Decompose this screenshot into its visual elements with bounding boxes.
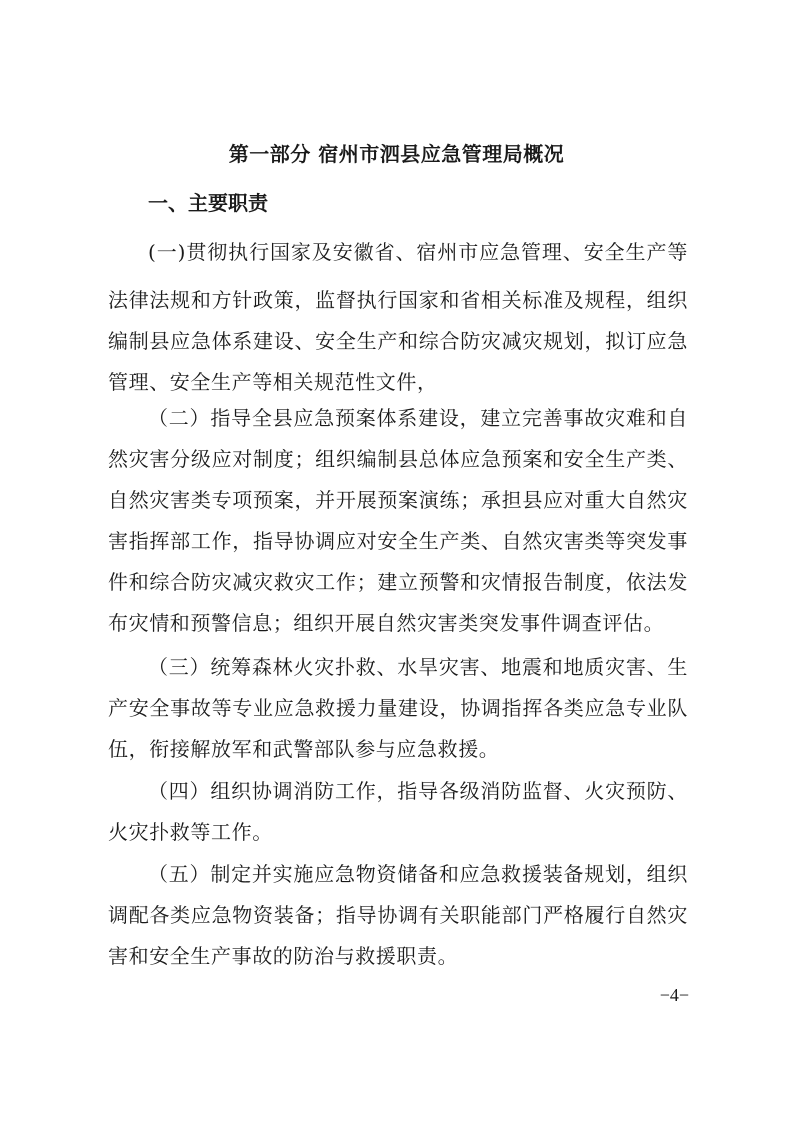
paragraph-line: （五）制定并实施应急物资储备和应急救援装备规划，组织 [148, 862, 688, 886]
page-title: 第一部分 宿州市泗县应急管理局概况 [228, 142, 565, 166]
paragraph-line: （二）指导全县应急预案体系建设，建立完善事故灾难和自 [148, 406, 688, 430]
paragraph-line: 件和综合防灾减灾救灾工作；建立预警和灾情报告制度，依法发 [108, 570, 688, 594]
paragraph-duty-4 [108, 771, 688, 853]
page-number: −4− [659, 985, 689, 1005]
paragraph-line: 布灾情和预警信息；组织开展自然灾害类突发事件调查评估。 [108, 611, 665, 635]
paragraph-line: 编制县应急体系建设、安全生产和综合防灾减灾规划，拟订应急 [108, 329, 688, 353]
paragraph-line: 害和安全生产事故的防治与救援职责。 [108, 944, 459, 968]
paragraph-line: (一)贯彻执行国家及安徽省、宿州市应急管理、安全生产等 [148, 240, 688, 264]
paragraph-duty-2 [108, 398, 688, 644]
paragraph-duty-5 [108, 854, 688, 977]
paragraph-line: 法律法规和方针政策，监督执行国家和省相关标准及规程，组织 [108, 288, 688, 312]
paragraph-line: 调配各类应急物资装备；指导协调有关职能部门严格履行自然灾 [108, 903, 688, 927]
paragraph-line: 管理、安全生产等相关规范性文件， [108, 370, 438, 394]
paragraph-line: 害指挥部工作，指导协调应对安全生产类、自然灾害类等突发事 [108, 529, 688, 553]
paragraph-line: 火灾扑救等工作。 [108, 820, 273, 844]
paragraph-duty-3 [108, 647, 688, 770]
paragraph-duty-1 [108, 224, 688, 403]
paragraph-line: 然灾害分级应对制度；组织编制县总体应急预案和安全生产类、 [108, 447, 688, 471]
paragraph-line: 伍，衔接解放军和武警部队参与应急救援。 [108, 737, 500, 761]
paragraph-line: （四）组织协调消防工作，指导各级消防监督、火灾预防、 [148, 779, 688, 803]
paragraph-line: 自然灾害类专项预案，并开展预案演练；承担县应对重大自然灾 [108, 488, 688, 512]
paragraph-line: 产安全事故等专业应急救援力量建设，协调指挥各类应急专业队 [108, 696, 688, 720]
paragraph-line: （三）统筹森林火灾扑救、水旱灾害、地震和地质灾害、生 [148, 655, 688, 679]
section-heading: 一、主要职责 [148, 191, 268, 215]
